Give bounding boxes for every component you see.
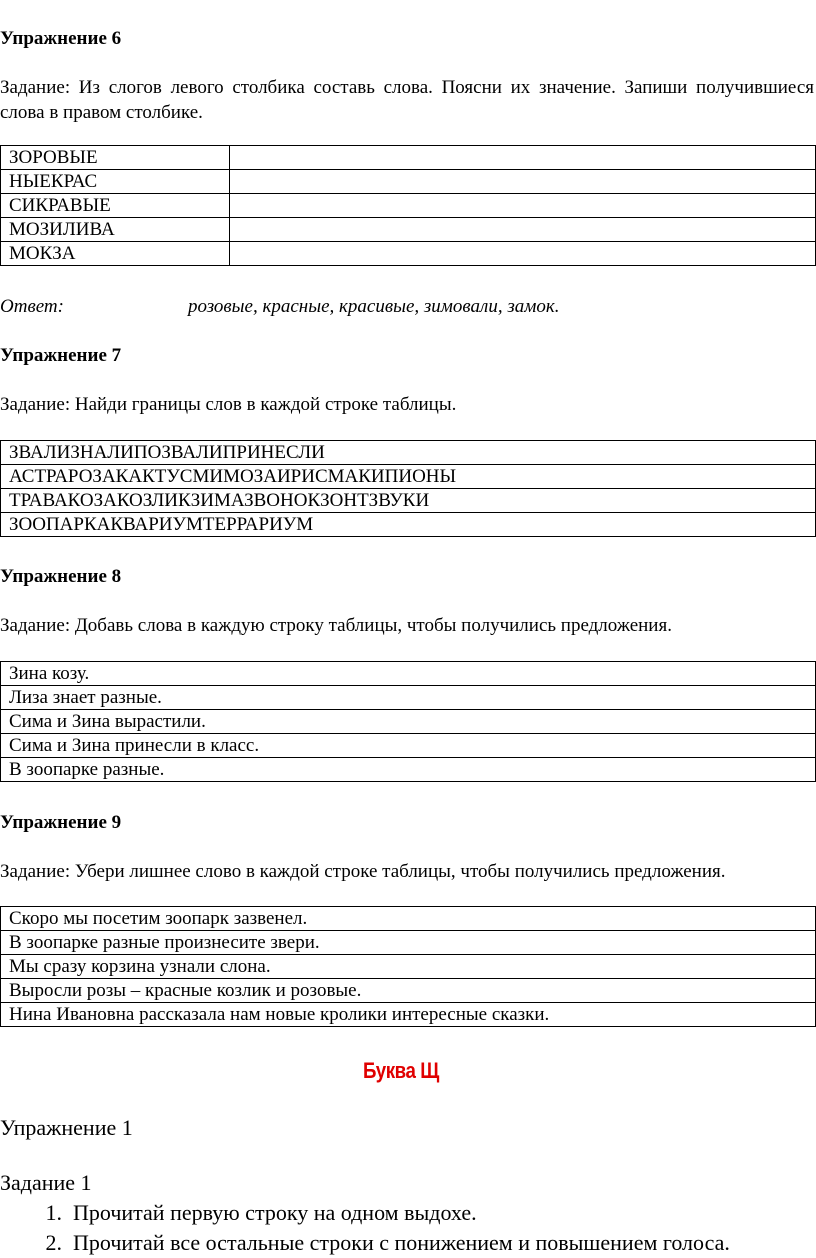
table-row [1,242,816,266]
exercise-7-task: Задание: Найди границы слов в каждой строке таблицы. [0,394,457,415]
list-number: 1. [45,1200,62,1225]
exercise-6-table [0,145,816,266]
exercise-9-task: Задание: Убери лишнее слово в каждой строке таблицы, чтобы получились предложения. [0,861,726,882]
sentence-cell: Лиза знает разные. [1,686,816,710]
answer-cell[interactable] [230,146,816,170]
exercise-6-heading: Упражнение 6 [0,28,122,49]
exercise-7-table [0,440,816,537]
exercise-6-task: Задание: Из слогов левого столбика составь слова. Поясни их значение. Запиши получившиеся слова в правом столбике. [0,77,814,123]
sentence-cell: Выросли розы – красные козлик и розовые. [1,979,816,1003]
table-row [1,170,816,194]
table-row [1,710,816,734]
list-text: Прочитай все остальные строки с понижением и повышением голоса. [73,1230,730,1255]
list-item [0,1198,730,1228]
syllable-cell: СИКРАВЫЕ [1,194,230,218]
sentence-cell: В зоопарке разные произнесите звери. [1,931,816,955]
list-text: Прочитай первую строку на одном выдохе. [73,1200,477,1225]
table-row [1,489,816,513]
table-row [1,758,816,782]
letter-string-cell: ЗООПАРКАКВАРИУМТЕРРАРИУМ [1,513,816,537]
syllable-cell: НЫЕКРАС [1,170,230,194]
sentence-cell: В зоопарке разные. [1,758,816,782]
exercise-8-task: Задание: Добавь слова в каждую строку таблицы, чтобы получились предложения. [0,615,672,636]
letter-string-cell: ТРАВАКОЗАКОЗЛИКЗИМАЗВОНОКЗОНТЗВУКИ [1,489,816,513]
exercise-9-table [0,906,816,1027]
table-row [1,979,816,1003]
task-1-heading: Задание 1 [0,1170,92,1195]
answer-cell[interactable] [230,242,816,266]
table-row [1,441,816,465]
table-row [1,146,816,170]
table-row [1,955,816,979]
table-row [1,218,816,242]
sentence-cell: Сима и Зина вырастили. [1,710,816,734]
syllable-cell: МОКЗА [1,242,230,266]
sentence-cell: Зина козу. [1,662,816,686]
table-row [1,194,816,218]
section-title: Буква Щ [363,1058,439,1083]
answer-cell[interactable] [230,194,816,218]
sentence-cell: Нина Ивановна рассказала нам новые кролики интересные сказки. [1,1003,816,1027]
table-row [1,907,816,931]
answer-text: розовые, красные, красивые, зимовали, замок. [188,296,560,317]
table-row [1,662,816,686]
syllable-cell: МОЗИЛИВА [1,218,230,242]
table-row [1,465,816,489]
exercise-7-heading: Упражнение 7 [0,345,122,366]
exercise-1-heading: Упражнение 1 [0,1115,133,1140]
list-item [0,1228,730,1258]
syllable-cell: ЗОРОВЫЕ [1,146,230,170]
instruction-list [0,1198,730,1258]
sentence-cell: Мы сразу корзина узнали слона. [1,955,816,979]
sentence-cell: Сима и Зина принесли в класс. [1,734,816,758]
table-row [1,686,816,710]
answer-cell[interactable] [230,170,816,194]
exercise-8-table [0,661,816,782]
sentence-cell: Скоро мы посетим зоопарк зазвенел. [1,907,816,931]
table-row [1,1003,816,1027]
letter-string-cell: АСТРАРОЗАКАКТУСМИМОЗАИРИСМАКИПИОНЫ [1,465,816,489]
letter-string-cell: ЗВАЛИЗНАЛИПОЗВАЛИПРИНЕСЛИ [1,441,816,465]
table-row [1,734,816,758]
answer-label: Ответ: [0,296,64,317]
exercise-9-heading: Упражнение 9 [0,812,122,833]
table-row [1,513,816,537]
table-row [1,931,816,955]
exercise-8-heading: Упражнение 8 [0,566,122,587]
answer-cell[interactable] [230,218,816,242]
list-number: 2. [45,1230,62,1255]
